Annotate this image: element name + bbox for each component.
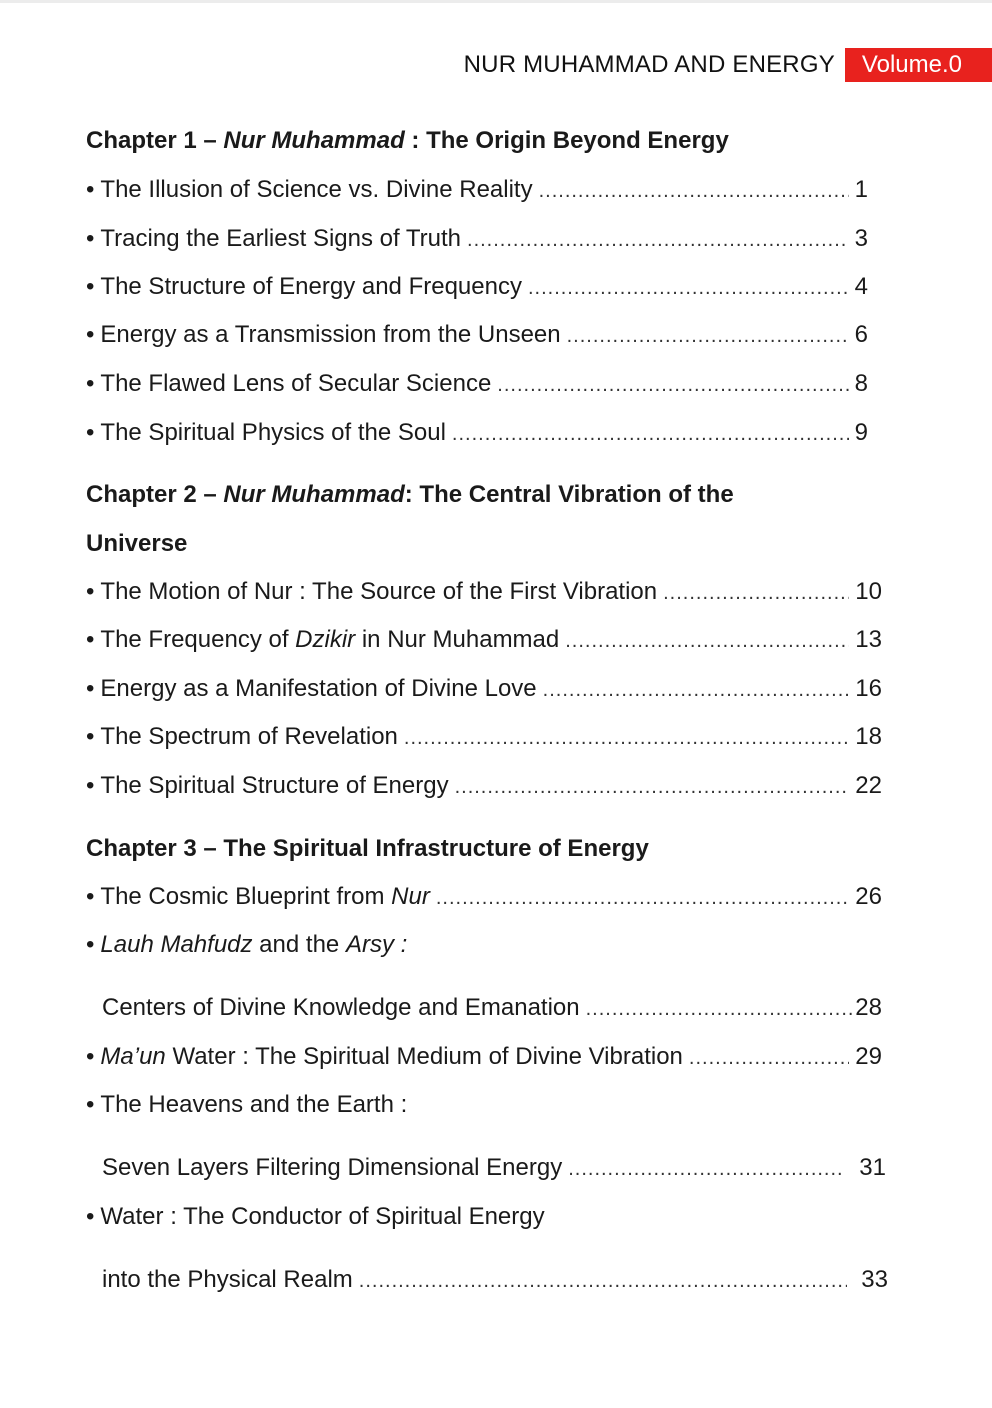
dot-leader — [497, 370, 848, 400]
page-number: 3 — [854, 225, 868, 252]
dot-leader — [455, 772, 850, 802]
dot-leader — [689, 1043, 849, 1073]
toc-entry[interactable]: • Energy as a Manifestation of Divine Love ..... 16 — [86, 674, 882, 705]
chapter-2-heading: Chapter 2 – Nur Muhammad: The Central Vibration of the — [86, 481, 734, 508]
toc-entry[interactable]: Seven Layers Filtering Dimensional Energy ..... 31 — [102, 1153, 886, 1184]
toc-entry[interactable]: into the Physical Realm ..... 33 — [102, 1265, 888, 1296]
toc-entry[interactable]: • The Spiritual Physics of the Soul ..... 9 — [86, 418, 868, 449]
dot-leader — [359, 1266, 848, 1296]
dot-leader — [565, 626, 849, 656]
toc-entry-heading[interactable]: • Lauh Mahfudz and the Arsy : — [86, 930, 407, 960]
dot-leader — [539, 176, 849, 206]
toc-entry[interactable]: • The Flawed Lens of Secular Science ..... 8 — [86, 369, 868, 400]
chapter-1-heading: Chapter 1 – Nur Muhammad : The Origin Beyond Energy — [86, 127, 729, 154]
page-number: 4 — [854, 273, 868, 300]
toc-entry[interactable]: • The Structure of Energy and Frequency ..... 4 — [86, 272, 868, 303]
toc-entry[interactable]: • The Spiritual Structure of Energy ..... 22 — [86, 771, 882, 802]
page-number: 6 — [854, 321, 868, 348]
page-number: 13 — [855, 626, 882, 653]
page-number: 1 — [854, 176, 868, 203]
dot-leader — [663, 578, 849, 608]
top-rule — [0, 0, 992, 3]
chapter-3-heading: Chapter 3 – The Spiritual Infrastructure of Energy — [86, 835, 649, 862]
page-number: 33 — [861, 1266, 888, 1293]
page-number: 26 — [855, 883, 882, 910]
dot-leader — [586, 994, 854, 1024]
dot-leader — [436, 883, 849, 913]
volume-badge: Volume.0 — [845, 48, 992, 82]
dot-leader — [528, 273, 849, 303]
toc-entry[interactable]: • The Cosmic Blueprint from Nur ..... 26 — [86, 882, 882, 913]
dot-leader — [452, 419, 849, 449]
toc-entry[interactable]: • Tracing the Earliest Signs of Truth ..... 3 — [86, 224, 868, 255]
toc-entry-heading[interactable]: • Water : The Conductor of Spiritual Energy — [86, 1202, 545, 1232]
toc-entry-heading[interactable]: • The Heavens and the Earth : — [86, 1090, 407, 1120]
chapter-2-heading-cont: Universe — [86, 530, 188, 557]
page-number: 9 — [854, 419, 868, 446]
dot-leader — [567, 321, 849, 351]
dot-leader — [404, 723, 849, 753]
page-number: 31 — [859, 1154, 886, 1181]
toc-entry[interactable]: • The Illusion of Science vs. Divine Reality ..... 1 — [86, 175, 868, 206]
page-number: 8 — [854, 370, 868, 397]
dot-leader — [543, 675, 850, 705]
toc-entry[interactable]: Centers of Divine Knowledge and Emanation ..... 28 — [102, 993, 882, 1024]
toc-entry[interactable]: • Ma’un Water : The Spiritual Medium of Divine Vibration ..... 29 — [86, 1042, 882, 1073]
toc-entry[interactable]: • The Spectrum of Revelation ..... 18 — [86, 722, 882, 753]
toc-entry[interactable]: • The Motion of Nur : The Source of the First Vibration ..... 10 — [86, 577, 882, 608]
page-number: 10 — [855, 578, 882, 605]
dot-leader — [467, 225, 849, 255]
toc-entry[interactable]: • Energy as a Transmission from the Unseen ..... 6 — [86, 320, 868, 351]
toc-entry[interactable]: • The Frequency of Dzikir in Nur Muhammad ..... 13 — [86, 625, 882, 656]
page-header — [464, 48, 992, 82]
book-title: NUR MUHAMMAD AND ENERGY — [463, 51, 835, 78]
page-number: 16 — [855, 675, 882, 702]
page-number: 18 — [855, 723, 882, 750]
page-number: 28 — [855, 994, 882, 1021]
dot-leader — [568, 1154, 845, 1184]
page-number: 22 — [855, 772, 882, 799]
page-number: 29 — [855, 1043, 882, 1070]
